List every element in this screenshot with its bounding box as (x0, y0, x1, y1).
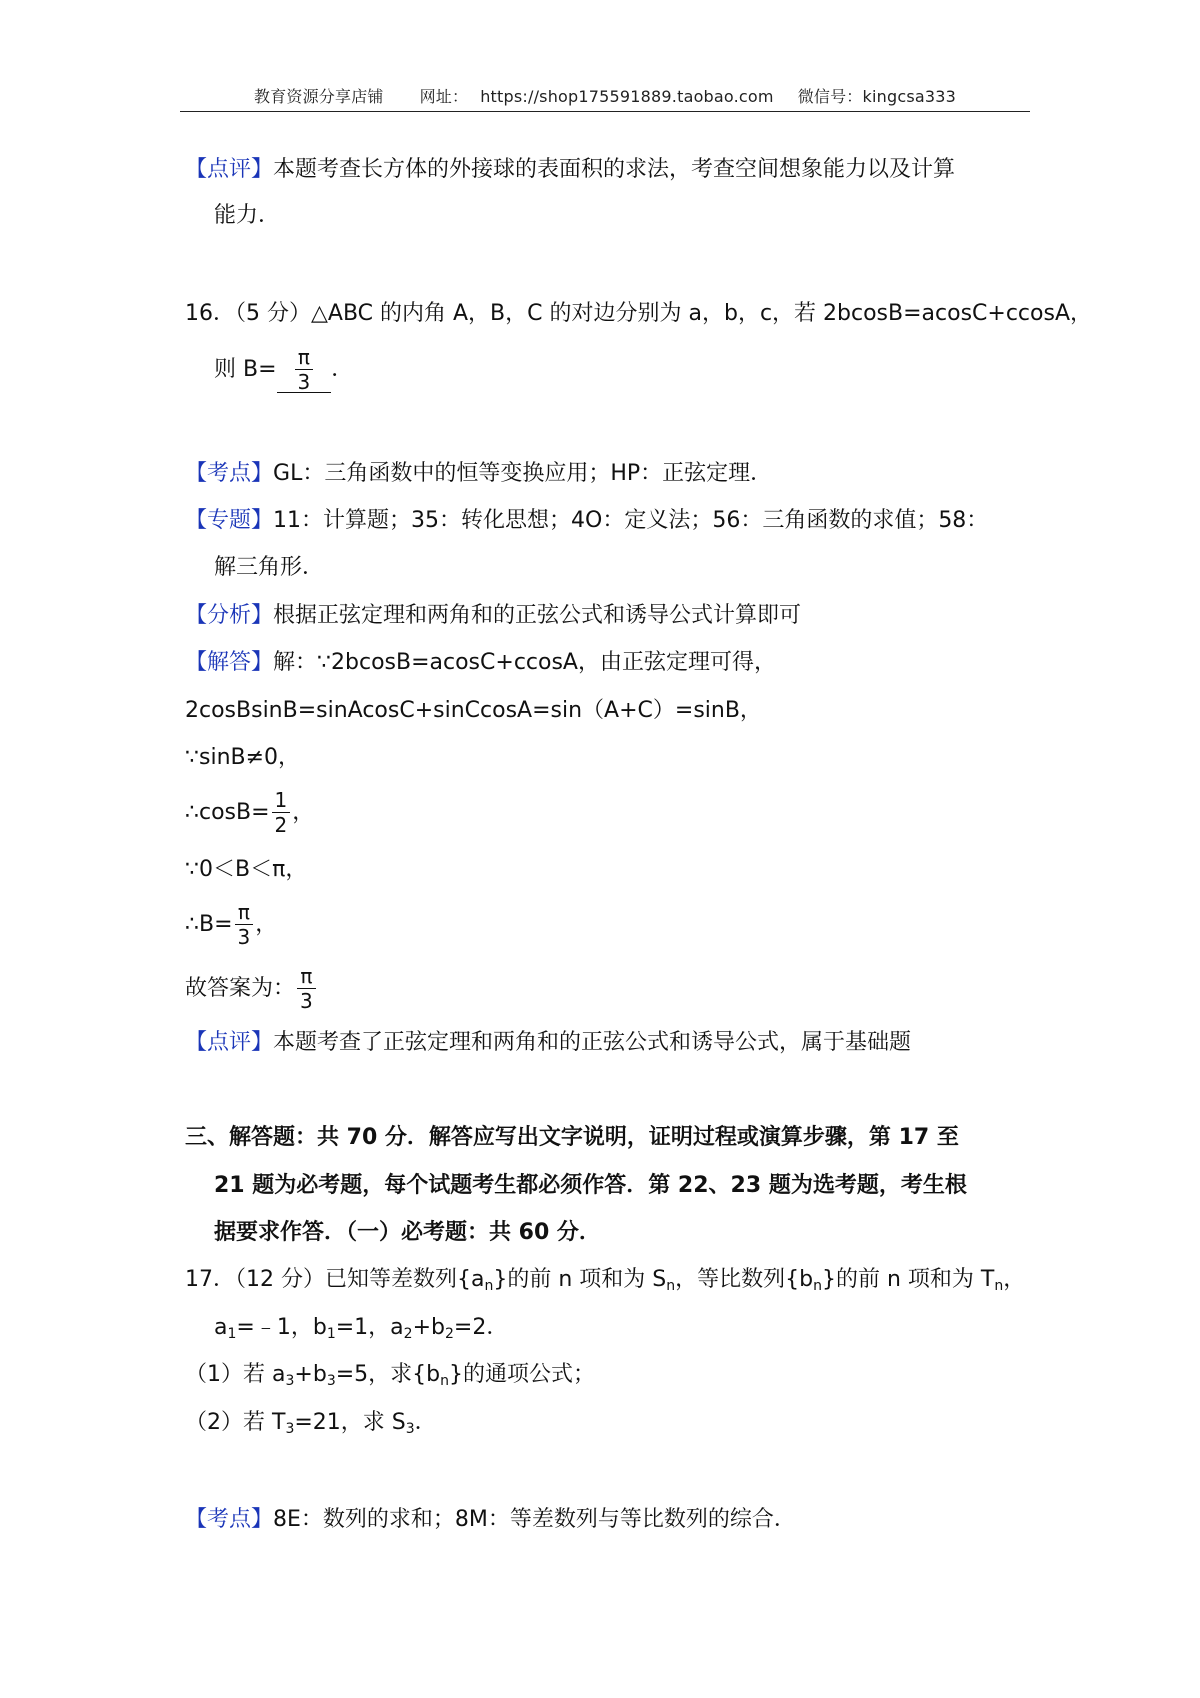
q16-answer-numerator: π (295, 347, 314, 370)
header-divider (180, 111, 1030, 112)
header-url-group (408, 87, 774, 106)
q16-final-answer (185, 966, 318, 1011)
q16-answer-denominator: 3 (297, 370, 311, 394)
q15-review-text-1: 本题考查长方体的外接球的表面积的求法，考查空间想象能力以及计算 (273, 157, 956, 182)
q17-kaodian-line (185, 1505, 796, 1535)
q16-jieda-line (185, 648, 776, 678)
tag-kaodian: 【考点】 (185, 461, 274, 486)
q17-kaodian-text: 8E：数列的求和；8M：等差数列与等比数列的综合． (273, 1507, 796, 1532)
q17-part-1: （1）若 $a_3+b_3=5$，求$\{b_n\}$的通项公式； (185, 1362, 596, 1389)
q16-jieda-text: 解：∵2bcosB=acosC+ccosA，由正弦定理可得， (273, 650, 776, 675)
section3-line-2 (214, 1171, 967, 1201)
q16-step-2 (185, 743, 300, 773)
section3-text-2: 21 题为必考题，每个试题考生都必须作答．第 22、23 题为选考题，考生根 (214, 1173, 967, 1198)
q16-step-5-denominator: 3 (237, 925, 251, 949)
q17-part-2: （2）若 $T_3=21$，求 $S_3$． (185, 1410, 437, 1437)
q16-stem-text-1: 16．（5 分）△ABC 的内角 A，B，C 的对边分别为 a，b，c，若 2bcosB=acosC+ccosA， (185, 301, 1092, 326)
q16-step-3-fraction (272, 790, 291, 835)
q16-step-3 (185, 790, 314, 835)
section3-line-1 (185, 1123, 959, 1153)
q16-step-5-prefix: ∴B= (185, 911, 233, 937)
q16-review-text: 本题考查了正弦定理和两角和的正弦公式和诱导公式，属于基础题 (273, 1030, 912, 1055)
q16-final-fraction (297, 966, 316, 1011)
q16-kaodian-text: GL：三角函数中的恒等变换应用；HP：正弦定理． (273, 461, 773, 486)
q16-review-line (185, 1028, 911, 1058)
q16-step-5-suffix: ， (255, 911, 278, 937)
q16-step-5 (185, 902, 277, 947)
q17-stem-line-2: $a_1=﹣1$，$b_1=1$，$a_2+b_2=2$． (214, 1315, 509, 1342)
q16-final-prefix: 故答案为： (185, 975, 296, 1001)
q16-stem-line-1 (185, 299, 1092, 329)
q16-zhuanti-line-1 (185, 506, 988, 536)
header-url: https://shop175591889.taobao.com (480, 87, 774, 106)
q16-fenxi-text: 根据正弦定理和两角和的正弦公式和诱导公式计算即可 (273, 603, 802, 628)
tag-jieda: 【解答】 (185, 650, 274, 675)
q16-answer-blank (277, 347, 332, 393)
q16-step-4-text: ∵0＜B＜π， (185, 857, 308, 882)
q16-step-5-fraction (235, 902, 254, 947)
q16-step-1-text: 2cosBsinB=sinAcosC+sinCcosA=sin（A+C）=sinB， (185, 698, 762, 723)
tag-review-q16: 【点评】 (185, 1030, 274, 1055)
q16-zhuanti-text-2: 解三角形． (214, 555, 325, 580)
q16-step-1 (185, 696, 762, 726)
q15-review-text-2: 能力． (214, 203, 281, 228)
header-wechat-label: 微信号： (797, 87, 863, 106)
q16-zhuanti-line-2 (214, 553, 324, 583)
section3-text-3: 据要求作答．（一）必考题：共 60 分． (214, 1220, 601, 1245)
q16-final-denominator: 3 (300, 989, 313, 1013)
q16-step-3-denominator: 2 (274, 813, 288, 837)
q15-review-line-1 (185, 155, 955, 185)
section3-line-3 (214, 1218, 601, 1248)
q16-step-5-numerator: π (235, 902, 254, 925)
q16-fenxi-line (185, 601, 801, 631)
q15-review-line-2 (214, 201, 280, 231)
q16-step-3-suffix: ， (292, 799, 315, 825)
q16-zhuanti-text-1: 11：计算题；35：转化思想；4O：定义法；56：三角函数的求值；58： (273, 508, 989, 533)
q16-step-2-text: ∵sinB≠0， (185, 745, 301, 770)
q16-stem-line-2 (214, 347, 353, 393)
q16-step-3-numerator: 1 (272, 790, 291, 813)
header-url-label: 网址： (419, 87, 469, 106)
q16-final-numerator: π (297, 966, 316, 989)
page-header (180, 84, 1030, 107)
q17-stem-line-1: 17．（12 分）已知等差数列$\{a_n\}$的前 n 项和为 $S_n$，等比数列$\{b_n\}$的前 n 项和为 $T_n$， (185, 1267, 1026, 1294)
q16-answer-fraction (295, 347, 314, 392)
q16-step-4 (185, 855, 307, 885)
q16-stem-prefix: 则 B= (214, 356, 277, 382)
tag-review: 【点评】 (185, 157, 274, 182)
q16-kaodian-line (185, 459, 772, 489)
header-wechat-group (798, 87, 956, 106)
tag-zhuanti: 【专题】 (185, 508, 274, 533)
header-wechat: kingcsa333 (862, 87, 956, 106)
tag-fenxi: 【分析】 (185, 603, 274, 628)
q16-step-3-prefix: ∴cosB= (185, 799, 270, 825)
header-shop: 教育资源分享店铺 (254, 87, 384, 106)
section3-text-1: 三、解答题：共 70 分．解答应写出文字说明，证明过程或演算步骤，第 17 至 (185, 1125, 959, 1150)
q16-stem-suffix: ． (331, 356, 354, 382)
tag-kaodian-q17: 【考点】 (185, 1507, 274, 1532)
